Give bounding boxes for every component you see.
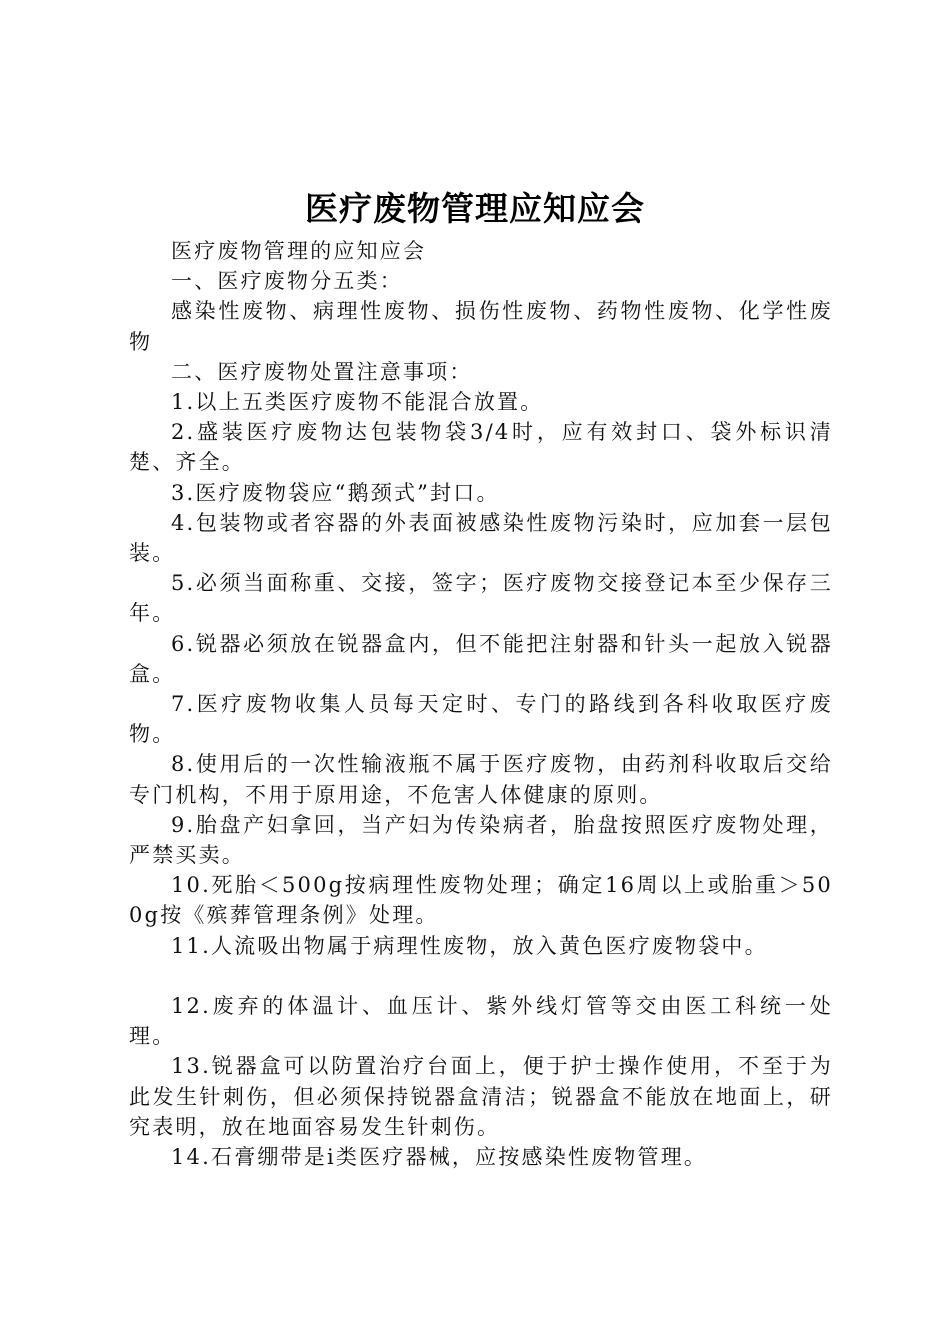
document-title: 医疗废物管理应知应会 [305, 189, 645, 228]
paragraph-item-4: 4.包装物或者容器的外表面被感染性废物污染时，应加套一层包装。 [129, 510, 833, 566]
blank-line [129, 961, 833, 991]
paragraph-section-one-heading: 一、医疗废物分五类： [171, 269, 403, 294]
paragraph-item-8: 8.使用后的一次性输液瓶不属于医疗废物，由药剂科收取后交给专门机构，不用于原用途，不危害人体健康的原则。 [129, 752, 833, 807]
paragraph-item-6: 6.锐器必须放在锐器盒内，但不能把注射器和针头一起放入锐器盒。 [129, 631, 833, 686]
paragraph-item-10: 10.死胎＜500g按病理性废物处理；确定16周以上或胎重＞500g按《殡葬管理条例》处理。 [129, 873, 833, 928]
paragraph-subtitle: 医疗废物管理的应知应会 [171, 239, 427, 263]
paragraph-item-9: 9.胎盘产妇拿回，当产妇为传染病者，胎盘按照医疗废物处理，严禁买卖。 [129, 812, 833, 868]
paragraph-item-7: 7.医疗废物收集人员每天定时、专门的路线到各科收取医疗废物。 [129, 692, 833, 747]
paragraph-section-two-heading: 二、医疗废物处置注意事项： [171, 359, 473, 384]
document-body [129, 236, 833, 1172]
paragraph-item-12: 12.废弃的体温计、血压计、紫外线灯管等交由医工科统一处理。 [129, 994, 833, 1049]
paragraph-item-13: 13.锐器盒可以防置治疗台面上，便于护士操作使用，不至于为此发生针刺伤，但必须保持锐器盒清洁；锐器盒不能放在地面上，研究表明，放在地面容易发生针刺伤。 [129, 1054, 833, 1139]
paragraph-waste-categories: 感染性废物、病理性废物、损伤性废物、药物性废物、化学性废物 [129, 299, 833, 354]
paragraph-item-11: 11.人流吸出物属于病理性废物，放入黄色医疗废物袋中。 [171, 933, 768, 958]
paragraph-item-1: 1.以上五类医疗废物不能混合放置。 [171, 390, 544, 415]
paragraph-item-5: 5.必须当面称重、交接，签字；医疗废物交接登记本至少保存三年。 [129, 571, 833, 626]
paragraph-item-3: 3.医疗废物袋应“鹅颈式”封口。 [171, 480, 500, 505]
paragraph-item-14: 14.石膏绷带是i类医疗器械，应按感染性废物管理。 [171, 1145, 708, 1170]
paragraph-item-2: 2.盛装医疗废物达包装物袋3/4时，应有效封口、袋外标识清楚、齐全。 [129, 420, 833, 475]
